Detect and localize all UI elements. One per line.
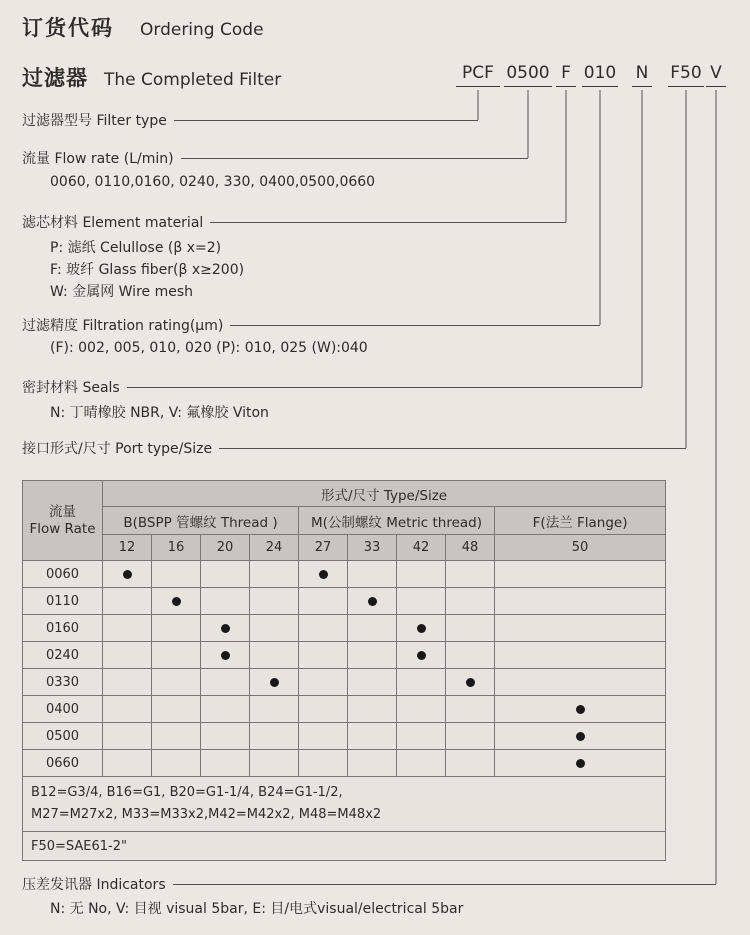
dot-cell [397, 642, 446, 669]
note-flange: F50=SAE61-2" [31, 838, 127, 854]
empty-cell [446, 642, 495, 669]
empty-cell [201, 588, 250, 615]
empty-cell [446, 696, 495, 723]
empty-cell [348, 723, 397, 750]
availability-dot [270, 678, 279, 687]
flow-header-cn: 流量 [49, 503, 76, 520]
dot-cell [348, 588, 397, 615]
group-header-metric: M(公制螺纹 Metric thread) [299, 507, 495, 535]
dot-cell [495, 696, 666, 723]
empty-cell [348, 561, 397, 588]
empty-cell [397, 561, 446, 588]
element-material-option-p: P: 滤纸 Celullose (β x=2) [50, 240, 222, 256]
empty-cell [397, 723, 446, 750]
empty-cell [201, 696, 250, 723]
field-element-material [22, 213, 566, 231]
empty-cell [152, 615, 201, 642]
filter-type-leader-line [174, 120, 478, 121]
seals-label: 密封材料 Seals [22, 380, 120, 396]
flow-rate-values: 0060, 0110,0160, 0240, 330, 0400,0500,0660 [50, 174, 376, 190]
page-subtitle-row [22, 62, 281, 92]
flow-rate-value: 0660 [23, 750, 103, 777]
availability-dot [221, 651, 230, 660]
availability-dot [123, 570, 132, 579]
element-material-option-w: W: 金属网 Wire mesh [50, 284, 193, 300]
table-row [23, 750, 666, 777]
empty-cell [446, 615, 495, 642]
table-row [23, 696, 666, 723]
dot-cell [152, 588, 201, 615]
field-flow-rate [22, 149, 528, 167]
empty-cell [250, 561, 299, 588]
availability-dot [576, 732, 585, 741]
table-row [23, 561, 666, 588]
page-title-cn: 订货代码 [22, 16, 114, 40]
element-material-label: 滤芯材料 Element material [22, 215, 204, 231]
empty-cell [201, 561, 250, 588]
empty-cell [446, 723, 495, 750]
flow-table-body [23, 561, 666, 777]
code-segment-rating: 010 [582, 63, 618, 87]
empty-cell [250, 723, 299, 750]
flow-rate-value: 0060 [23, 561, 103, 588]
port-type-leader-line [219, 448, 686, 449]
size-header: 16 [152, 535, 201, 561]
dot-cell [103, 561, 152, 588]
flow-rate-value: 0110 [23, 588, 103, 615]
empty-cell [250, 588, 299, 615]
availability-dot [417, 651, 426, 660]
field-seals [22, 378, 642, 396]
size-header: 48 [446, 535, 495, 561]
size-header: 33 [348, 535, 397, 561]
code-segment-material: F [556, 63, 576, 87]
flow-rate-value: 0160 [23, 615, 103, 642]
availability-dot [368, 597, 377, 606]
note-bspp: B12=G3/4, B16=G1, B20=G1-1/4, B24=G1-1/2, [31, 785, 343, 800]
empty-cell [299, 615, 348, 642]
empty-cell [103, 696, 152, 723]
code-segment-seals: N [632, 63, 652, 87]
dot-cell [299, 561, 348, 588]
element-material-leader-line [210, 222, 566, 223]
table-row [23, 615, 666, 642]
empty-cell [250, 696, 299, 723]
empty-cell [250, 750, 299, 777]
filtration-rating-values: (F): 002, 005, 010, 020 (P): 010, 025 (W):040 [50, 340, 368, 356]
empty-cell [495, 669, 666, 696]
empty-cell [152, 696, 201, 723]
seals-leader-line [127, 387, 642, 388]
table-notes-1 [23, 777, 666, 832]
empty-cell [397, 696, 446, 723]
empty-cell [348, 750, 397, 777]
dot-cell [446, 669, 495, 696]
availability-dot [172, 597, 181, 606]
availability-dot [417, 624, 426, 633]
indicators-leader-line [173, 884, 716, 885]
empty-cell [103, 750, 152, 777]
empty-cell [299, 750, 348, 777]
filtration-rating-label: 过滤精度 Filtration rating(μm) [22, 318, 224, 334]
group-header-bspp: B(BSPP 管螺纹 Thread ) [103, 507, 299, 535]
empty-cell [446, 588, 495, 615]
type-size-header: 形式/尺寸 Type/Size [103, 481, 666, 507]
empty-cell [495, 588, 666, 615]
empty-cell [103, 615, 152, 642]
filtration-rating-leader-line [230, 325, 600, 326]
empty-cell [299, 696, 348, 723]
empty-cell [152, 723, 201, 750]
size-header: 27 [299, 535, 348, 561]
dot-cell [495, 750, 666, 777]
empty-cell [299, 723, 348, 750]
filter-type-label: 过滤器型号 Filter type [22, 113, 167, 129]
empty-cell [152, 642, 201, 669]
port-type-label: 接口形式/尺寸 Port type/Size [22, 441, 213, 457]
empty-cell [299, 669, 348, 696]
group-header-flange: F(法兰 Flange) [495, 507, 666, 535]
flow-header-en: Flow Rate [29, 520, 96, 537]
page-subtitle-en: The Completed Filter [104, 70, 282, 90]
field-filter-type [22, 111, 478, 129]
type-size-table [22, 480, 666, 861]
empty-cell [201, 750, 250, 777]
empty-cell [397, 669, 446, 696]
element-material-option-f: F: 玻纤 Glass fiber(β x≥200) [50, 262, 245, 278]
field-port-type [22, 439, 686, 457]
empty-cell [250, 615, 299, 642]
code-segment-model: PCF [456, 63, 500, 87]
indicators-values: N: 无 No, V: 目视 visual 5bar, E: 目/电式visual/electrical 5bar [50, 901, 464, 917]
flow-rate-value: 0240 [23, 642, 103, 669]
dot-cell [495, 723, 666, 750]
empty-cell [103, 723, 152, 750]
page-title-en: Ordering Code [140, 20, 264, 40]
empty-cell [397, 750, 446, 777]
table-row [23, 669, 666, 696]
page-title-row [22, 12, 264, 42]
page-subtitle-cn: 过滤器 [22, 66, 88, 90]
availability-dot [221, 624, 230, 633]
empty-cell [495, 615, 666, 642]
availability-dot [576, 759, 585, 768]
empty-cell [495, 642, 666, 669]
note-metric: M27=M27x2, M33=M33x2,M42=M42x2, M48=M48x2 [31, 807, 382, 822]
table-row [23, 642, 666, 669]
table-row [23, 723, 666, 750]
size-header: 50 [495, 535, 666, 561]
empty-cell [348, 642, 397, 669]
empty-cell [103, 588, 152, 615]
empty-cell [299, 642, 348, 669]
flow-rate-label: 流量 Flow rate (L/min) [22, 151, 174, 167]
empty-cell [250, 642, 299, 669]
flow-rate-column-header [23, 481, 103, 561]
empty-cell [201, 669, 250, 696]
empty-cell [103, 669, 152, 696]
empty-cell [152, 669, 201, 696]
size-header: 20 [201, 535, 250, 561]
availability-dot [576, 705, 585, 714]
empty-cell [103, 642, 152, 669]
empty-cell [397, 588, 446, 615]
empty-cell [348, 615, 397, 642]
field-indicators [22, 875, 716, 893]
empty-cell [152, 750, 201, 777]
indicators-label: 压差发讯器 Indicators [22, 877, 166, 893]
empty-cell [348, 696, 397, 723]
dot-cell [250, 669, 299, 696]
size-header-row [23, 535, 666, 561]
empty-cell [348, 669, 397, 696]
code-segment-flow: 0500 [504, 63, 552, 87]
availability-dot [466, 678, 475, 687]
flow-rate-leader-line [181, 158, 528, 159]
flow-rate-value: 0330 [23, 669, 103, 696]
availability-dot [319, 570, 328, 579]
empty-cell [446, 750, 495, 777]
table-notes-2 [23, 832, 666, 861]
empty-cell [495, 561, 666, 588]
size-header: 24 [250, 535, 299, 561]
empty-cell [201, 723, 250, 750]
code-segment-indicator: V [706, 63, 726, 87]
field-filtration-rating [22, 316, 600, 334]
empty-cell [446, 561, 495, 588]
flow-rate-value: 0500 [23, 723, 103, 750]
size-header: 42 [397, 535, 446, 561]
dot-cell [397, 615, 446, 642]
flow-rate-value: 0400 [23, 696, 103, 723]
size-header: 12 [103, 535, 152, 561]
code-segment-port: F50 [668, 63, 704, 87]
dot-cell [201, 615, 250, 642]
empty-cell [152, 561, 201, 588]
empty-cell [299, 588, 348, 615]
seals-values: N: 丁晴橡胶 NBR, V: 氟橡胶 Viton [50, 405, 269, 421]
table-row [23, 588, 666, 615]
dot-cell [201, 642, 250, 669]
